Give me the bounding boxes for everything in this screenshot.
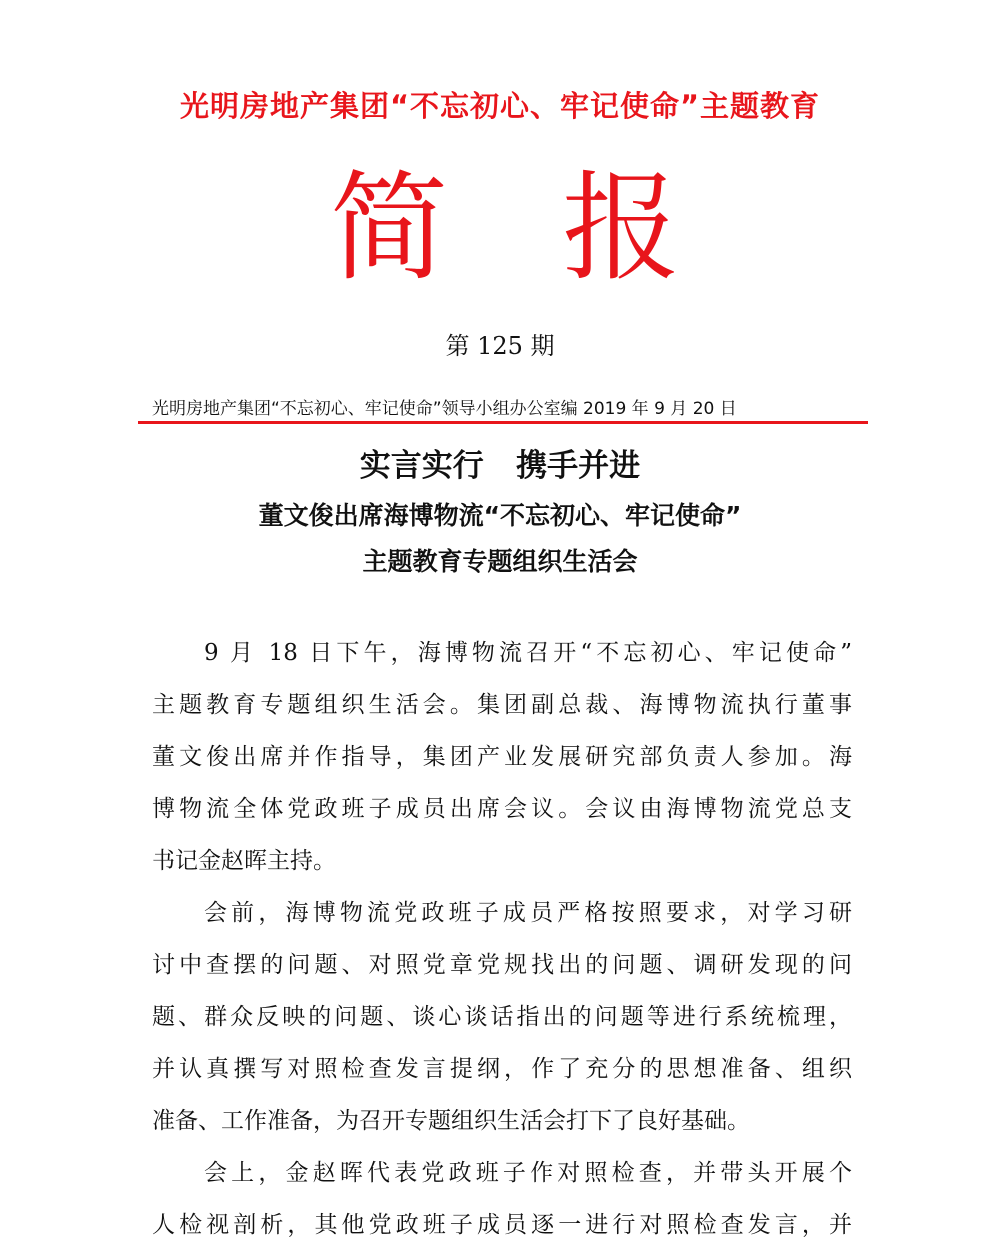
body-line: 博物流全体党政班子成员出席会议。会议由海博物流党总支 bbox=[152, 796, 852, 822]
masthead-char-jian: 简 bbox=[330, 159, 449, 297]
body-line: 会前，海博物流党政班子成员严格按照要求，对学习研 bbox=[204, 900, 852, 926]
org-title: 光明房地产集团“不忘初心、牢记使命”主题教育 bbox=[179, 89, 821, 123]
article-subheadline-1: 董文俊出席海博物流“不忘初心、牢记使命” bbox=[258, 501, 742, 530]
red-divider bbox=[138, 421, 868, 424]
issuer-line: 光明房地产集团“不忘初心、牢记使命”领导小组办公室编 2019 年 9 月 20 日 bbox=[152, 399, 737, 419]
body-line: 会上，金赵晖代表党政班子作对照检查，并带头开展个 bbox=[204, 1160, 852, 1186]
body-line: 9 月 18 日下午，海博物流召开“不忘初心、牢记使命” bbox=[204, 640, 852, 666]
body-line: 并认真撰写对照检查发言提纲，作了充分的思想准备、组织 bbox=[152, 1056, 852, 1082]
masthead-char-bao: 报 bbox=[562, 159, 681, 297]
body-line: 书记金赵晖主持。 bbox=[152, 848, 336, 874]
body-line: 主题教育专题组织生活会。集团副总裁、海博物流执行董事 bbox=[152, 692, 852, 718]
body-line: 题、群众反映的问题、谈心谈话指出的问题等进行系统梳理， bbox=[152, 1004, 852, 1030]
body-line: 人检视剖析，其他党政班子成员逐一进行对照检查发言，并 bbox=[152, 1212, 852, 1238]
body-line: 讨中查摆的问题、对照党章党规找出的问题、调研发现的问 bbox=[152, 952, 852, 978]
article-subheadline-2: 主题教育专题组织生活会 bbox=[362, 547, 638, 576]
article-headline: 实言实行 携手并进 bbox=[359, 448, 641, 484]
body-line: 董文俊出席并作指导，集团产业发展研究部负责人参加。海 bbox=[152, 744, 852, 770]
issue-number: 第 125 期 bbox=[445, 332, 555, 360]
body-line: 准备、工作准备，为召开专题组织生活会打下了良好基础。 bbox=[152, 1108, 750, 1134]
